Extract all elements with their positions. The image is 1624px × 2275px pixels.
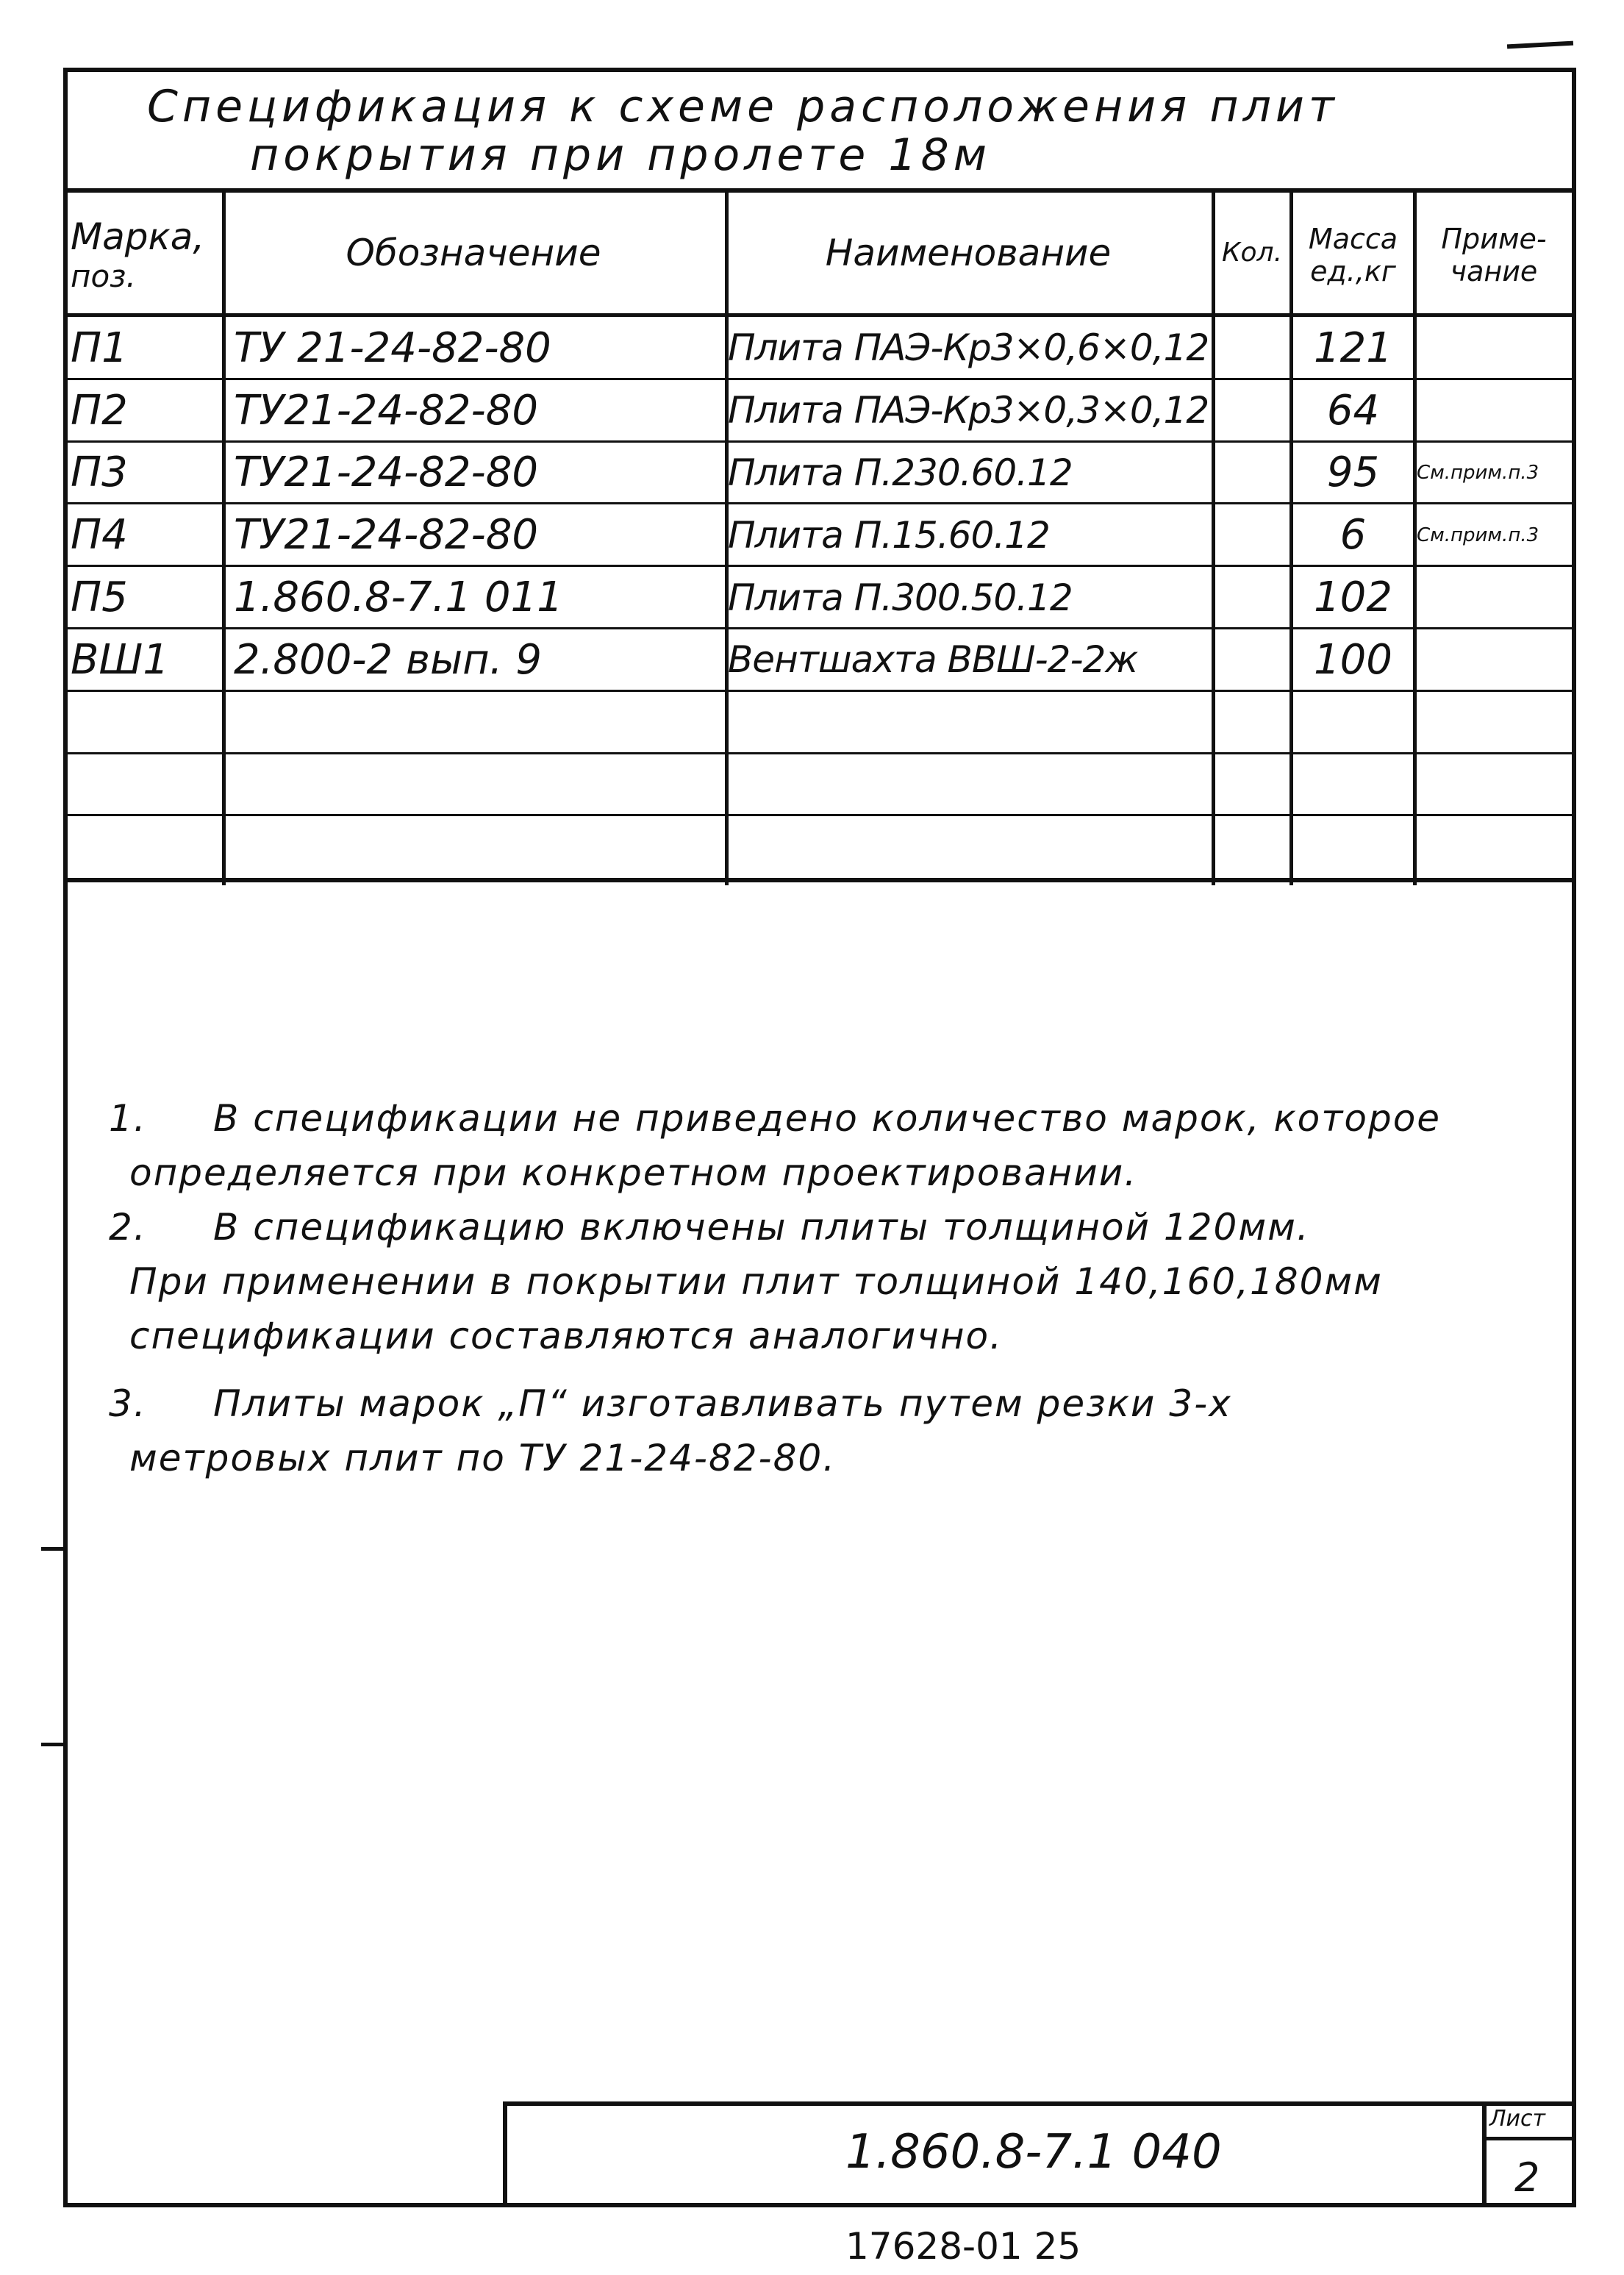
cell-name: Плита ПАЭ-Кр3×0,3×0,12	[728, 389, 1209, 432]
cell-name: Вентшахта ВВШ-2-2ж	[728, 638, 1138, 682]
cell-mark: П5	[71, 574, 128, 622]
cell-note	[1417, 691, 1573, 754]
cell-name: Плита П.15.60.12	[728, 513, 1050, 557]
cell-note	[1417, 629, 1573, 691]
title-block-divider	[1482, 2101, 1487, 2207]
header-note	[1417, 200, 1571, 310]
cell-mass: 64	[1326, 386, 1380, 435]
cell-qty	[1215, 566, 1289, 629]
note-number: 2.	[109, 1206, 147, 1249]
table-bottom-line	[63, 878, 1576, 882]
cell-designation: 1.860.8-7.1 011	[234, 574, 563, 622]
note-line: При применении в покрытии плит толщиной 140,160,180мм	[129, 1260, 1383, 1303]
spec-title-line2: покрытия при пролете 18м	[250, 129, 991, 181]
note-line: Плиты марок „П“ изготавливать путем резки 3-х	[213, 1382, 1232, 1425]
cell-name: Плита ПАЭ-Кр3×0,6×0,12	[728, 326, 1209, 370]
cell-qty	[1215, 317, 1289, 379]
cell-note	[1417, 815, 1573, 878]
cell-mark: П2	[71, 386, 128, 435]
sheet-label: Лист	[1489, 2106, 1546, 2132]
cell-qty	[1215, 754, 1289, 816]
header-mass	[1293, 200, 1413, 310]
cell-mass: 100	[1314, 635, 1392, 684]
header-designation: Обозначение	[346, 232, 601, 274]
note-line: метровых плит по ТУ 21-24-82-80.	[129, 1437, 837, 1479]
cell-mark	[71, 754, 222, 816]
spec-title-line1: Спецификация к схеме расположения плит	[147, 81, 1339, 132]
cell-note	[1417, 566, 1573, 629]
header-mark-line1: Марка,	[71, 215, 205, 258]
header-name: Наименование	[825, 232, 1112, 274]
cell-mass	[1293, 815, 1413, 878]
cell-designation: ТУ 21-24-82-80	[234, 324, 551, 372]
cell-note: См.прим.п.3	[1417, 524, 1539, 546]
sheet-number: 2	[1514, 2154, 1540, 2201]
cell-note	[1417, 754, 1573, 816]
cell-mass: 6	[1339, 511, 1367, 560]
cell-mass	[1293, 754, 1413, 816]
margin-tick	[41, 1547, 66, 1551]
header-mark	[71, 203, 222, 306]
cell-mass: 95	[1326, 449, 1380, 497]
note-number: 3.	[109, 1382, 147, 1425]
archive-number: 17628-01 25	[845, 2225, 1081, 2268]
cell-designation: 2.800-2 вып. 9	[234, 635, 543, 684]
cell-mark	[71, 691, 222, 754]
cell-qty	[1215, 629, 1289, 691]
header-mass-line2: ед.,кг	[1310, 255, 1396, 288]
header-note-line1: Приме-	[1441, 223, 1547, 255]
cell-mass	[1293, 691, 1413, 754]
cell-qty	[1215, 504, 1289, 566]
cell-mark: П1	[71, 324, 128, 372]
cell-designation	[234, 691, 725, 754]
document-code: 1.860.8-7.1 040	[845, 2125, 1222, 2179]
header-qty: Кол.	[1221, 238, 1283, 268]
cell-name: Плита П.300.50.12	[728, 576, 1073, 619]
cell-mark: П4	[71, 511, 128, 560]
cell-designation	[234, 754, 725, 816]
cell-qty	[1215, 442, 1289, 504]
corner-mark	[1507, 41, 1573, 49]
cell-designation: ТУ21-24-82-80	[234, 386, 538, 435]
margin-tick	[41, 1743, 66, 1746]
cell-qty	[1215, 379, 1289, 442]
spec-table	[63, 188, 1576, 885]
cell-name	[728, 691, 1212, 754]
cell-name	[728, 754, 1212, 816]
cell-name	[728, 815, 1212, 878]
cell-qty	[1215, 691, 1289, 754]
cell-qty	[1215, 815, 1289, 878]
cell-designation	[234, 815, 725, 878]
header-note-line2: чание	[1450, 255, 1538, 288]
cell-note: См.прим.п.3	[1417, 461, 1539, 484]
cell-note	[1417, 379, 1573, 442]
cell-name: Плита П.230.60.12	[728, 451, 1073, 494]
note-line: спецификации составляются аналогично.	[129, 1315, 1003, 1357]
cell-mass: 121	[1314, 324, 1392, 372]
note-line: В спецификацию включены плиты толщиной 120мм.	[213, 1206, 1310, 1249]
cell-mark: П3	[71, 449, 128, 497]
cell-mark	[71, 815, 222, 878]
note-line: В спецификации не приведено количество марок, которое	[213, 1097, 1442, 1140]
note-number: 1.	[109, 1097, 147, 1140]
header-mass-line1: Масса	[1308, 223, 1398, 255]
header-mark-line2: поз.	[71, 257, 136, 294]
cell-note	[1417, 317, 1573, 379]
title-block-sheet-line	[1482, 2137, 1576, 2140]
cell-mass: 102	[1314, 574, 1392, 622]
cell-designation: ТУ21-24-82-80	[234, 511, 538, 560]
cell-mark: ВШ1	[71, 635, 169, 684]
cell-designation: ТУ21-24-82-80	[234, 449, 538, 497]
note-line: определяется при конкретном проектировании.	[129, 1151, 1138, 1194]
